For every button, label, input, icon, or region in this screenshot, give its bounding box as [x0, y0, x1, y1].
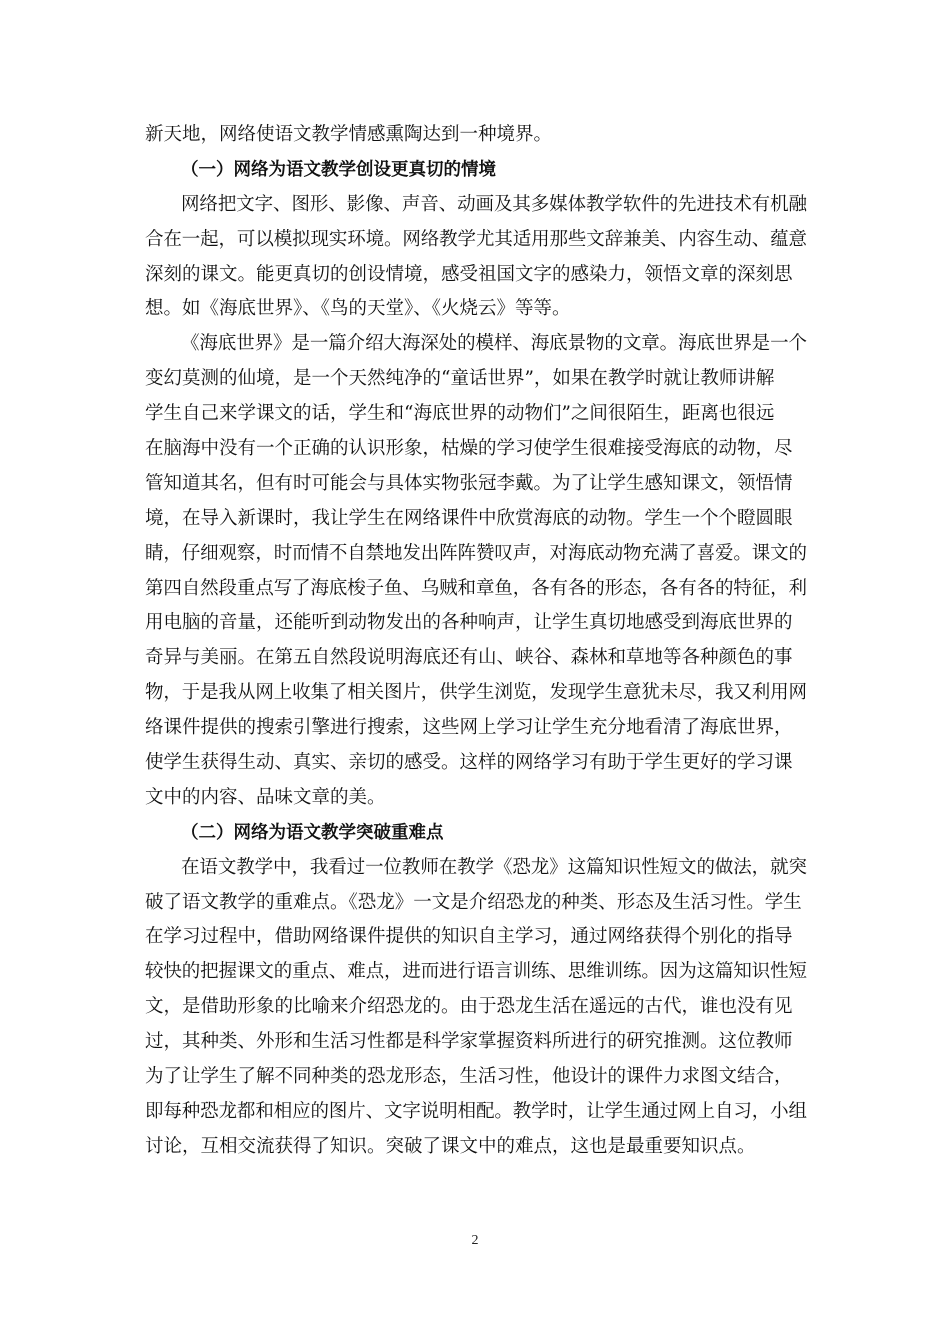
text-line: 较快的把握课文的重点、难点，进而进行语言训练、思维训练。因为这篇知识性短: [145, 961, 807, 983]
text-line: 想。如《海底世界》、《鸟的天堂》、《火烧云》等等。: [145, 298, 571, 320]
text-line: 合在一起，可以模拟现实环境。网络教学尤其适用那些文辞兼美、内容生动、蕴意: [145, 228, 807, 250]
text-line: 即每种恐龙都和相应的图片、文字说明相配。教学时，让学生通过网上自习，小组: [145, 1100, 807, 1122]
text-line: 在学习过程中，借助网络课件提供的知识自主学习，通过网络获得个别化的指导: [145, 926, 793, 948]
text-line: 境，在导入新课时，我让学生在网络课件中欣赏海底的动物。学生一个个瞪圆眼: [145, 507, 793, 529]
section-heading: （一）网络为语文教学创设更真切的情境: [181, 159, 496, 180]
text-line: 文，是借助形象的比喻来介绍恐龙的。由于恐龙生活在遥远的古代，谁也没有见: [145, 996, 793, 1018]
text-line: 变幻莫测的仙境，是一个天然纯净的“童话世界”，如果在教学时就让教师讲解: [145, 368, 775, 390]
text-line: 使学生获得生动、真实、亲切的感受。这样的网络学习有助于学生更好的学习课: [145, 752, 793, 774]
text-line: 文中的内容、品味文章的美。: [145, 786, 386, 808]
text-line: 在脑海中没有一个正确的认识形象，枯燥的学习使学生很难接受海底的动物，尽: [145, 438, 793, 460]
text-line: 第四自然段重点写了海底梭子鱼、乌贼和章鱼，各有各的形态，各有各的特征，利: [145, 577, 807, 599]
text-line: 奇异与美丽。在第五自然段说明海底还有山、峡谷、森林和草地等各种颜色的事: [145, 647, 793, 669]
text-line: 管知道其名，但有时可能会与具体实物张冠李戴。为了让学生感知课文，领悟情: [145, 472, 793, 494]
text-line: 用电脑的音量，还能听到动物发出的各种响声，让学生真切地感受到海底世界的: [145, 612, 793, 634]
text-line: 为了让学生了解不同种类的恐龙形态，生活习性，他设计的课件力求图文结合，: [145, 1066, 793, 1088]
text-line: 深刻的课文。能更真切的创设情境，感受祖国文字的感染力，领悟文章的深刻思: [145, 263, 793, 285]
text-line: 睛，仔细观察，时而情不自禁地发出阵阵赞叹声，对海底动物充满了喜爱。课文的: [145, 542, 807, 564]
text-line: 物，于是我从网上收集了相关图片，供学生浏览，发现学生意犹未尽，我又利用网: [145, 682, 807, 704]
text-line: 破了语文教学的重难点。《恐龙》一文是介绍恐龙的种类、形态及生活习性。学生: [145, 891, 802, 913]
document-body: [145, 118, 807, 1165]
text-line: 过，其种类、外形和生活习性都是科学家掌握资料所进行的研究推测。这位教师: [145, 1031, 793, 1053]
text-line: 讨论，互相交流获得了知识。突破了课文中的难点，这也是最重要知识点。: [145, 1135, 756, 1157]
text-line: 在语文教学中，我看过一位教师在教学《恐龙》这篇知识性短文的做法，就突: [181, 856, 807, 878]
page-number: 2: [471, 1233, 479, 1248]
text-line: 《海底世界》是一篇介绍大海深处的模样、海底景物的文章。海底世界是一个: [181, 333, 807, 355]
text-line: 新天地，网络使语文教学情感熏陶达到一种境界。: [145, 124, 553, 145]
text-line: 络课件提供的搜索引擎进行搜索，这些网上学习让学生充分地看清了海底世界，: [145, 717, 793, 739]
text-line: 学生自己来学课文的话，学生和“海底世界的动物们”之间很陌生，距离也很远: [145, 403, 775, 425]
section-heading: （二）网络为语文教学突破重难点: [181, 822, 444, 843]
text-line: 网络把文字、图形、影像、声音、动画及其多媒体教学软件的先进技术有机融: [181, 193, 807, 215]
